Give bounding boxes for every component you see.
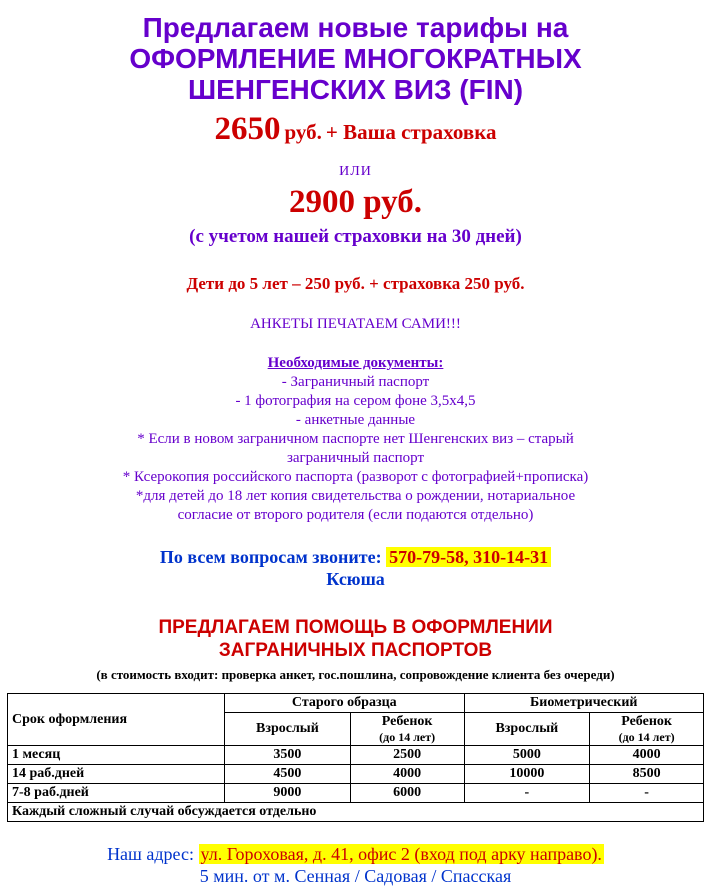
contact-label: По всем вопросам звоните:	[159, 547, 382, 567]
contact-phone-numbers[interactable]: 570-79-58, 310-14-31	[386, 547, 551, 567]
title-line-3: ШЕНГЕНСКИХ ВИЗ (FIN)	[187, 74, 524, 105]
page-title	[6, 12, 705, 105]
table-cell-value: 4000	[350, 765, 464, 784]
main-price-currency: руб.	[284, 120, 322, 144]
title-line-2: ОФОРМЛЕНИЕ МНОГОКРАТНЫХ	[129, 43, 582, 74]
documents-item: - Заграничный паспорт	[281, 374, 430, 390]
main-price-amount: 2650	[214, 111, 281, 147]
address-label: Наш адрес:	[107, 844, 194, 864]
table-cell-value: 3500	[225, 746, 351, 765]
label-adult-bio: Взрослый	[495, 721, 559, 736]
passport-help-title-line-2: ЗАГРАНИЧНЫХ ПАСПОРТОВ	[218, 640, 493, 661]
passport-help-note: (в стоимость входит: проверка анкет, гос.пошлина, сопровождение клиента без очереди)	[96, 667, 615, 682]
label-adult-old: Взрослый	[255, 721, 319, 736]
kids-price-line: Дети до 5 лет – 250 руб. + страховка 250 руб.	[186, 274, 525, 293]
label-child-bio-sub: (до 14 лет)	[618, 730, 675, 744]
documents-title: Необходимые документы:	[267, 355, 444, 371]
main-price-line	[6, 111, 705, 148]
or-label: ИЛИ	[339, 164, 372, 179]
alt-price-amount: 2900 руб.	[289, 184, 422, 220]
label-child-bio: Ребенок	[621, 714, 672, 729]
table-footer-note: Каждый сложный случай обсуждается отдельно	[8, 803, 704, 822]
table-cell-value: 5000	[464, 746, 590, 765]
table-cell-value: 4000	[590, 746, 704, 765]
table-cell-term: 1 месяц	[8, 746, 225, 765]
table-header-term: Срок оформления	[8, 694, 225, 746]
passport-help-title-line-1: ПРЕДЛАГАЕМ ПОМОЩЬ В ОФОРМЛЕНИИ	[158, 617, 553, 638]
documents-item: - 1 фотография на сером фоне 3,5х4,5	[235, 393, 476, 409]
table-row	[8, 765, 704, 784]
contact-line	[6, 547, 705, 568]
table-footer-row	[8, 803, 704, 822]
table-cell-term: 14 раб.дней	[8, 765, 225, 784]
table-row	[8, 746, 704, 765]
title-line-1: Предлагаем новые тарифы на	[142, 12, 569, 43]
table-cell-value: 4500	[225, 765, 351, 784]
documents-item: *для детей до 18 лет копия свидетельства о рождении, нотариальное	[135, 488, 576, 504]
table-cell-value: -	[590, 784, 704, 803]
documents-item: согласие от второго родителя (если подаются отдельно)	[177, 507, 534, 523]
table-header-bio-type: Биометрический	[464, 694, 703, 713]
documents-item: * Если в новом заграничном паспорте нет Шенгенских виз – старый	[137, 431, 574, 447]
label-child-old: Ребенок	[381, 714, 433, 729]
table-cell-value: 10000	[464, 765, 590, 784]
label-child-old-sub: (до 14 лет)	[379, 730, 436, 744]
address-block	[6, 844, 705, 887]
table-header-old-adult	[225, 713, 351, 746]
table-header-bio-adult	[464, 713, 590, 746]
address-value: ул. Гороховая, д. 41, офис 2 (вход под арку направо).	[200, 844, 602, 864]
table-cell-term: 7-8 раб.дней	[8, 784, 225, 803]
main-price-extra: + Ваша страховка	[325, 120, 497, 144]
contact-person-name: Ксюша	[326, 569, 385, 589]
table-cell-value: 8500	[590, 765, 704, 784]
table-row	[8, 784, 704, 803]
forms-note: АНКЕТЫ ПЕЧАТАЕМ САМИ!!!	[250, 316, 461, 332]
table-header-bio-child	[590, 713, 704, 746]
documents-list	[6, 373, 705, 525]
table-cell-value: 2500	[350, 746, 464, 765]
table-header-old-child	[350, 713, 464, 746]
alt-price-note: (с учетом нашей страховки на 30 дней)	[189, 226, 522, 247]
table-cell-value: 9000	[225, 784, 351, 803]
address-metro-note: 5 мин. от м. Сенная / Садовая / Спасская	[199, 866, 512, 886]
documents-item: - анкетные данные	[295, 412, 416, 428]
table-cell-value: -	[464, 784, 590, 803]
table-cell-value: 6000	[350, 784, 464, 803]
passport-help-title	[6, 616, 705, 662]
documents-item: заграничный паспорт	[286, 450, 425, 466]
documents-item: * Ксерокопия российского паспорта (разворот с фотографией+прописка)	[122, 469, 589, 485]
table-header-row-1	[8, 694, 704, 713]
table-header-old-type: Старого образца	[225, 694, 464, 713]
price-table	[7, 693, 704, 822]
